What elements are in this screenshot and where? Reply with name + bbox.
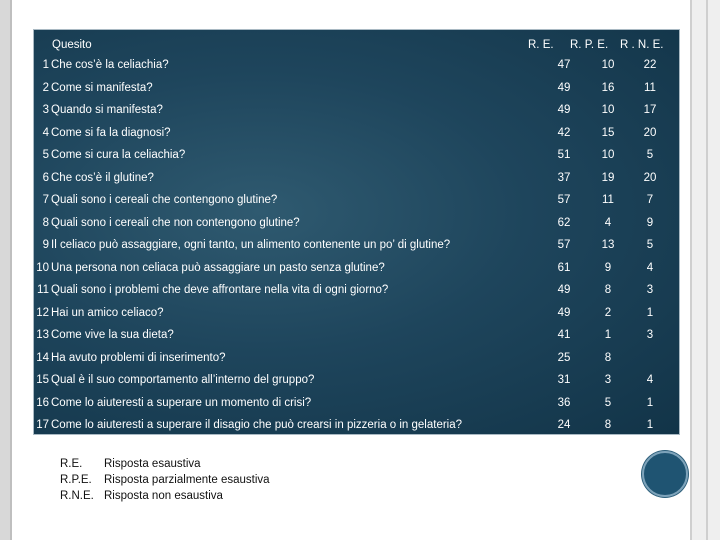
slide-right-border-line-outer [706, 0, 708, 540]
row-value-rne: 1 [646, 306, 654, 319]
header-rne: R . N. E. [620, 39, 664, 51]
row-value-rpe: 10 [601, 104, 615, 116]
table-row [34, 304, 679, 322]
legend-text: Risposta esaustiva [104, 458, 201, 470]
row-value-rne: 9 [646, 216, 654, 229]
row-number: 6 [42, 171, 49, 184]
row-value-rne: 11 [644, 81, 656, 94]
row-question: Come si manifesta? [51, 81, 153, 94]
row-number: 11 [37, 284, 49, 296]
row-value-re: 42 [557, 126, 571, 139]
row-value-re: 49 [557, 306, 571, 319]
slide-top-margin [12, 0, 690, 10]
header-rpe: R. P. E. [570, 39, 609, 51]
row-question: Il celiaco può assaggiare, ogni tanto, un alimento contenente un po’ di glutine? [51, 239, 451, 251]
row-value-rpe: 4 [604, 216, 612, 229]
table-row [34, 349, 679, 367]
row-number: 13 [36, 329, 49, 341]
row-number: 4 [42, 126, 49, 139]
row-value-rne: 1 [646, 396, 654, 409]
row-value-rpe: 8 [604, 419, 612, 431]
row-value-re: 62 [557, 216, 571, 229]
row-value-rpe: 1 [604, 329, 612, 341]
row-number: 17 [36, 419, 49, 431]
table-row [34, 191, 679, 209]
slide-right-border [690, 0, 720, 540]
table-row [34, 169, 679, 187]
table-row [34, 124, 679, 142]
row-value-rne: 5 [646, 149, 654, 161]
slide-right-border-line [690, 0, 692, 540]
row-value-re: 25 [557, 351, 571, 364]
row-value-re: 61 [557, 261, 571, 274]
row-question: Come vive la sua dieta? [51, 329, 174, 341]
row-number: 14 [36, 351, 49, 364]
row-value-rne: 5 [646, 239, 654, 251]
row-value-re: 51 [557, 149, 571, 161]
row-question: Una persona non celiaca può assaggiare un pasto senza glutine? [51, 261, 385, 274]
row-value-rpe: 8 [604, 351, 612, 364]
row-question: Che cos’è il glutine? [51, 171, 154, 184]
row-question: Come si cura la celiachia? [51, 149, 186, 161]
row-value-rpe: 16 [601, 81, 615, 94]
row-value-re: 41 [557, 329, 571, 341]
legend-abbr: R.E. [60, 458, 83, 470]
row-number: 16 [36, 396, 49, 409]
legend-text: Risposta parzialmente esaustiva [104, 474, 270, 486]
row-number: 2 [42, 81, 49, 94]
row-value-re: 57 [557, 239, 571, 251]
slide-left-border-line [10, 0, 12, 540]
row-question: Quali sono i cereali che non contengono glutine? [51, 216, 300, 229]
slide-left-border [0, 0, 10, 540]
row-value-rpe: 10 [601, 59, 615, 71]
row-value-rne: 3 [646, 329, 654, 341]
row-value-rne: 22 [643, 59, 657, 71]
legend-item-re [60, 456, 270, 472]
table-row [34, 326, 679, 344]
table-row [34, 371, 679, 389]
legend-item-rpe [60, 472, 270, 488]
row-value-rne: 20 [643, 171, 657, 184]
row-value-rpe: 3 [604, 374, 612, 386]
table-row [34, 416, 679, 434]
table-row [34, 259, 679, 277]
row-value-rpe: 10 [601, 149, 615, 161]
row-question: Hai un amico celiaco? [51, 306, 164, 319]
row-value-rne: 17 [643, 104, 657, 116]
row-value-rpe: 8 [604, 284, 612, 296]
table-row [34, 236, 679, 254]
row-question: Quali sono i cereali che contengono glutine? [51, 194, 278, 206]
row-value-rne: 4 [646, 374, 654, 386]
row-value-rpe: 2 [604, 306, 612, 319]
header-question: Quesito [52, 39, 92, 51]
legend-abbr: R.P.E. [60, 474, 92, 486]
row-number: 7 [42, 194, 49, 206]
row-question: Che cos’è la celiachia? [51, 59, 169, 71]
row-question: Come lo aiuteresti a superare un momento di crisi? [51, 396, 312, 409]
table-row [34, 394, 679, 412]
row-question: Quando si manifesta? [51, 104, 163, 116]
results-table [33, 29, 680, 435]
row-value-re: 49 [557, 81, 571, 94]
row-value-rpe: 5 [604, 396, 612, 409]
row-value-rpe: 11 [602, 194, 614, 206]
row-value-re: 57 [557, 194, 571, 206]
row-value-rpe: 13 [601, 239, 615, 251]
header-re: R. E. [528, 39, 554, 51]
legend [60, 456, 270, 504]
row-value-rpe: 9 [604, 261, 612, 274]
row-value-rne: 1 [646, 419, 654, 431]
row-question: Come si fa la diagnosi? [51, 126, 171, 139]
table-row [34, 146, 679, 164]
legend-text: Risposta non esaustiva [104, 490, 223, 502]
row-question: Come lo aiuteresti a superare il disagio che può crearsi in pizzeria o in gelateria? [51, 419, 463, 431]
row-question: Ha avuto problemi di inserimento? [51, 351, 226, 364]
row-value-rne: 3 [646, 284, 654, 296]
row-value-re: 31 [557, 374, 571, 386]
row-value-rpe: 15 [601, 126, 615, 139]
row-number: 3 [42, 104, 49, 116]
row-value-rne: 20 [643, 126, 657, 139]
decorative-circle [642, 451, 688, 497]
row-value-rpe: 19 [601, 171, 615, 184]
row-question: Qual è il suo comportamento all’interno del gruppo? [51, 374, 315, 386]
table-row [34, 281, 679, 299]
row-number: 10 [36, 261, 49, 274]
row-value-re: 24 [557, 419, 571, 431]
row-number: 8 [42, 216, 49, 229]
row-number: 9 [42, 239, 49, 251]
table-row [34, 56, 679, 74]
table-row [34, 101, 679, 119]
table-row [34, 79, 679, 97]
row-number: 15 [36, 374, 49, 386]
row-number: 12 [36, 306, 49, 319]
row-value-rne: 4 [646, 261, 654, 274]
row-number: 1 [42, 59, 49, 71]
row-value-re: 49 [557, 284, 571, 296]
row-number: 5 [42, 149, 49, 161]
table-row [34, 214, 679, 232]
row-value-re: 49 [557, 104, 571, 116]
legend-item-rne [60, 488, 270, 504]
row-question: Quali sono i problemi che deve affrontare nella vita di ogni giorno? [51, 284, 389, 296]
row-value-re: 47 [557, 59, 571, 71]
row-value-re: 37 [557, 171, 571, 184]
legend-abbr: R.N.E. [60, 490, 94, 502]
row-value-re: 36 [557, 396, 571, 409]
row-value-rne: 7 [646, 194, 654, 206]
